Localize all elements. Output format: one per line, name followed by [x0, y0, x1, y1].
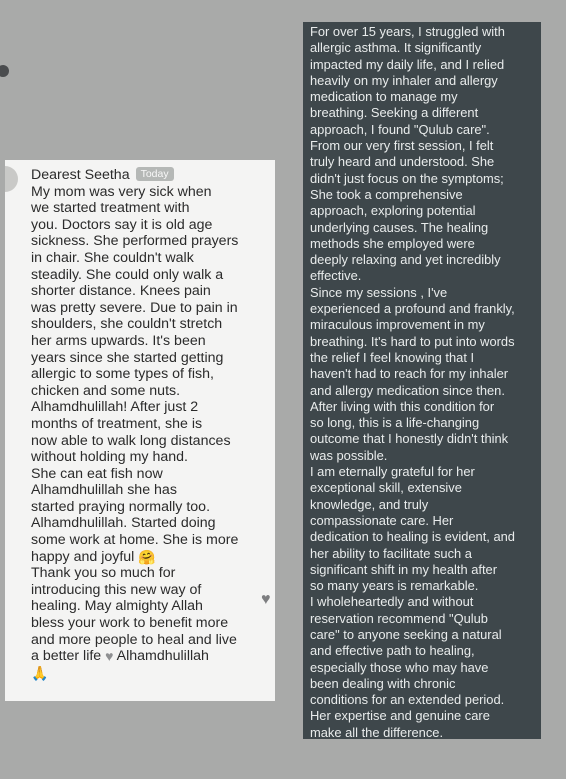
right-message-line: outcome that I honestly didn't think: [310, 431, 509, 447]
right-message-line: conditions for an extended period.: [310, 692, 505, 708]
right-message-line: exceptional skill, extensive: [310, 480, 462, 496]
today-badge: Today: [136, 167, 174, 181]
left-message-line: chicken and some nuts.: [31, 382, 181, 399]
left-message-line: some work at home. She is more: [31, 532, 239, 549]
left-line-happy: happy and joyful 🤗: [31, 548, 156, 565]
right-message-line: For over 15 years, I struggled with: [310, 24, 505, 39]
left-message-line: Thank you so much for: [31, 565, 176, 582]
right-message-line: the relief I feel knowing that I: [310, 349, 475, 365]
right-message-line: dedication to healing is evident, and: [310, 529, 515, 545]
left-message-line: now able to walk long distances: [31, 432, 231, 449]
left-message-line: months of treatment, she is: [31, 415, 203, 432]
right-message-line: Since my sessions , I've: [310, 284, 448, 300]
left-message-line: shoulders, she couldn't stretch: [31, 316, 223, 333]
right-message-line: and effective path to healing,: [310, 643, 475, 659]
right-message-line: I am eternally grateful for her: [310, 464, 475, 480]
hug-emoji-icon: 🤗: [138, 548, 156, 565]
left-message-line: Alhamdhulillah. Started doing: [31, 515, 216, 532]
left-message-line: bless your work to benefit more: [31, 615, 229, 632]
greeting: Dearest Seetha: [31, 167, 130, 183]
right-message-line: breathing. It's hard to put into words: [310, 333, 515, 349]
right-message-line: underlying causes. The healing: [310, 219, 489, 235]
left-message-line: was pretty severe. Due to pain in: [31, 299, 238, 316]
avatar: [5, 166, 18, 192]
left-message-line: years since she started getting: [31, 349, 224, 366]
right-message-line: Her expertise and genuine care: [310, 708, 490, 724]
left-message-line: her arms upwards. It's been: [31, 332, 206, 349]
left-message-line: and more people to heal and live: [31, 631, 237, 648]
left-message-line: steadily. She could only walk a: [31, 266, 224, 283]
right-message-line: her ability to facilitate such a: [310, 545, 472, 561]
right-message-line: reservation recommend "Qulub: [310, 610, 488, 626]
right-message-line: approach, exploring potential: [310, 203, 476, 219]
right-message-text: [310, 24, 542, 741]
left-message-line: you. Doctors say it is old age: [31, 216, 213, 233]
right-message-line: so many years is remarkable.: [310, 578, 479, 594]
avatar-dot: [0, 65, 9, 77]
left-message-line: Alhamdhulillah she has: [31, 482, 177, 499]
right-message-line: From our very first session, I felt: [310, 138, 494, 154]
left-lines: [31, 184, 271, 549]
heart-icon: ♥: [105, 648, 114, 665]
right-message-line: approach, I found "Qulub care".: [310, 121, 490, 137]
left-message-line: shorter distance. Knees pain: [31, 283, 211, 300]
left-message-line: Alhamdhulillah! After just 2: [31, 399, 199, 416]
right-message-line: knowledge, and truly: [310, 496, 429, 512]
right-message-line: didn't just focus on the symptoms;: [310, 170, 504, 186]
right-message-line: effective.: [310, 268, 362, 284]
right-message-line: haven't had to reach for my inhaler: [310, 366, 509, 382]
left-lines-after: [31, 565, 271, 648]
left-message-line: My mom was very sick when: [31, 183, 212, 200]
right-message-line: experienced a profound and frankly,: [310, 301, 515, 317]
right-message-line: care" to anyone seeking a natural: [310, 626, 502, 642]
left-line-pray: [31, 665, 271, 682]
right-message-line: miraculous improvement in my: [310, 317, 485, 333]
right-message-line: and allergy medication since then.: [310, 382, 505, 398]
right-message-line: allergic asthma. It significantly: [310, 40, 482, 56]
left-line-last: a better life ♥ Alhamdhulillah: [31, 648, 209, 665]
right-message-card: [303, 22, 541, 739]
left-message-line: we started treatment with: [31, 200, 190, 217]
left-message-line: started praying normally too.: [31, 498, 211, 515]
left-message-line: introducing this new way of: [31, 581, 202, 598]
right-message-line: medication to manage my: [310, 89, 458, 105]
left-message-text: [31, 167, 271, 681]
right-message-line: I wholeheartedly and without: [310, 594, 474, 610]
left-message-line: sickness. She performed prayers: [31, 233, 239, 250]
right-message-line: so long, this is a life-changing: [310, 415, 480, 431]
reaction-heart-icon[interactable]: ♥: [261, 591, 271, 608]
left-message-line: in chair. She couldn't walk: [31, 249, 194, 266]
left-message-line: She can eat fish now: [31, 465, 163, 482]
right-message-line: truly heard and understood. She: [310, 154, 495, 170]
right-message-line: deeply relaxing and yet incredibly: [310, 252, 501, 268]
right-message-line: breathing. Seeking a different: [310, 105, 479, 121]
left-message-line: healing. May almighty Allah: [31, 598, 203, 615]
pray-emoji-icon: 🙏: [31, 664, 49, 681]
right-message-line: was possible.: [310, 447, 388, 463]
greeting-line: [31, 167, 271, 184]
right-message-line: especially those who may have: [310, 659, 489, 675]
right-message-line: significant shift in my health after: [310, 561, 498, 577]
right-message-line: been dealing with chronic: [310, 675, 456, 691]
right-message-line: compassionate care. Her: [310, 512, 454, 528]
right-message-line: methods she employed were: [310, 235, 475, 251]
right-message-line: make all the difference.: [310, 724, 444, 740]
left-message-line: allergic to some types of fish,: [31, 366, 214, 383]
right-message-line: impacted my daily life, and I relied: [310, 56, 505, 72]
left-message-line: without holding my hand.: [31, 449, 188, 466]
right-message-line: After living with this condition for: [310, 398, 495, 414]
right-message-line: heavily on my inhaler and allergy: [310, 72, 498, 88]
right-message-line: She took a comprehensive: [310, 186, 463, 202]
left-message-card: [5, 160, 275, 701]
